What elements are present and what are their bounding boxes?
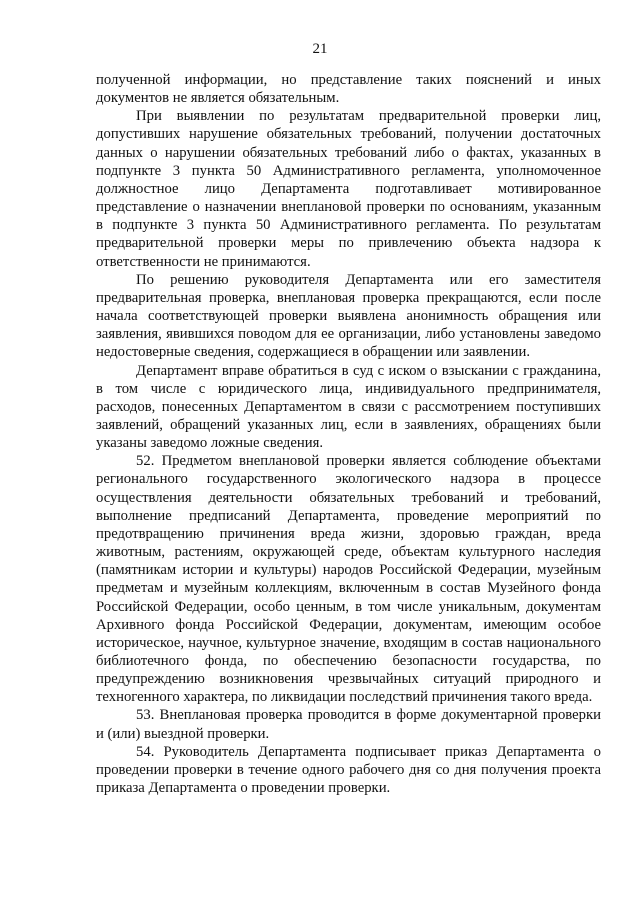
page-number: 21 — [312, 41, 328, 57]
paragraph-item-53: 53. Внеплановая проверка проводится в форме документарной проверки и (или) выездной проверки. — [96, 707, 601, 742]
paragraph-court-claim: Департамент вправе обратиться в суд с иском о взыскании с гражданина, в том числе с юридического лица, индивидуального предпринимателя, расходов, понесенных Департаментом в связи с рассмотрением поступивших заявлений, обращений указанных лиц, если в заявлениях, обращениях были указаны заведомо ложные сведения. — [96, 362, 601, 452]
paragraph-item-54: 54. Руководитель Департамента подписывает приказ Департамента о проведении проверки в течение одного рабочего дня со дня получения проекта приказа Департамента о проведении проверки. — [96, 743, 601, 797]
paragraph-preliminary-check-violation: При выявлении по результатам предварительной проверки лиц, допустивших нарушение обязательных требований, получении достаточных данных о нарушении обязательных требований либо о фактах, указанных в подпункте 3 пункта 50 Административного регламента, уполномоченное должностное лицо Департамента подготавливает мотивированное представление о назначении внеплановой проверки по основаниям, указанным в подпункте 3 пункта 50 Административного регламента. По результатам предварительной проверки меры по привлечению объекта надзора к ответственности не принимаются. — [96, 108, 601, 270]
paragraph-continuation: полученной информации, но представление таких пояснений и иных документов не является обязательным. — [96, 72, 601, 107]
paragraph-check-termination: По решению руководителя Департамента или его заместителя предварительная проверка, внеплановая проверка прекращаются, если после начала соответствующей проверки выявлена анонимность обращения или заявления, явившихся поводом для ее организации, либо установлены заведомо недостоверные сведения, содержащиеся в обращении или заявлении. — [96, 271, 601, 361]
paragraph-item-52: 52. Предметом внеплановой проверки является соблюдение объектами регионального государственного экологического надзора в процессе осуществления деятельности обязательных требований и требований, выполнение предписаний Департамента, проведение мероприятий по предотвращению причинения вреда жизни, здоровью граждан, вреда животным, растениям, окружающей среде, объектам культурного наследия (памятникам истории и культуры) народов Российской Федерации, музейным предметам и музейным коллекциям, включенным в состав Музейного фонда Российской Федерации, особо ценным, в том числе уникальным, документам Архивного фонда Российской Федерации, документам, имеющим особое историческое, научное, культурное значение, входящим в состав национального библиотечного фонда, по обеспечению безопасности государства, по предупреждению возникновения чрезвычайных ситуаций природного и техногенного характера, по ликвидации последствий причинения такого вреда. — [96, 453, 601, 706]
document-body — [96, 71, 601, 797]
